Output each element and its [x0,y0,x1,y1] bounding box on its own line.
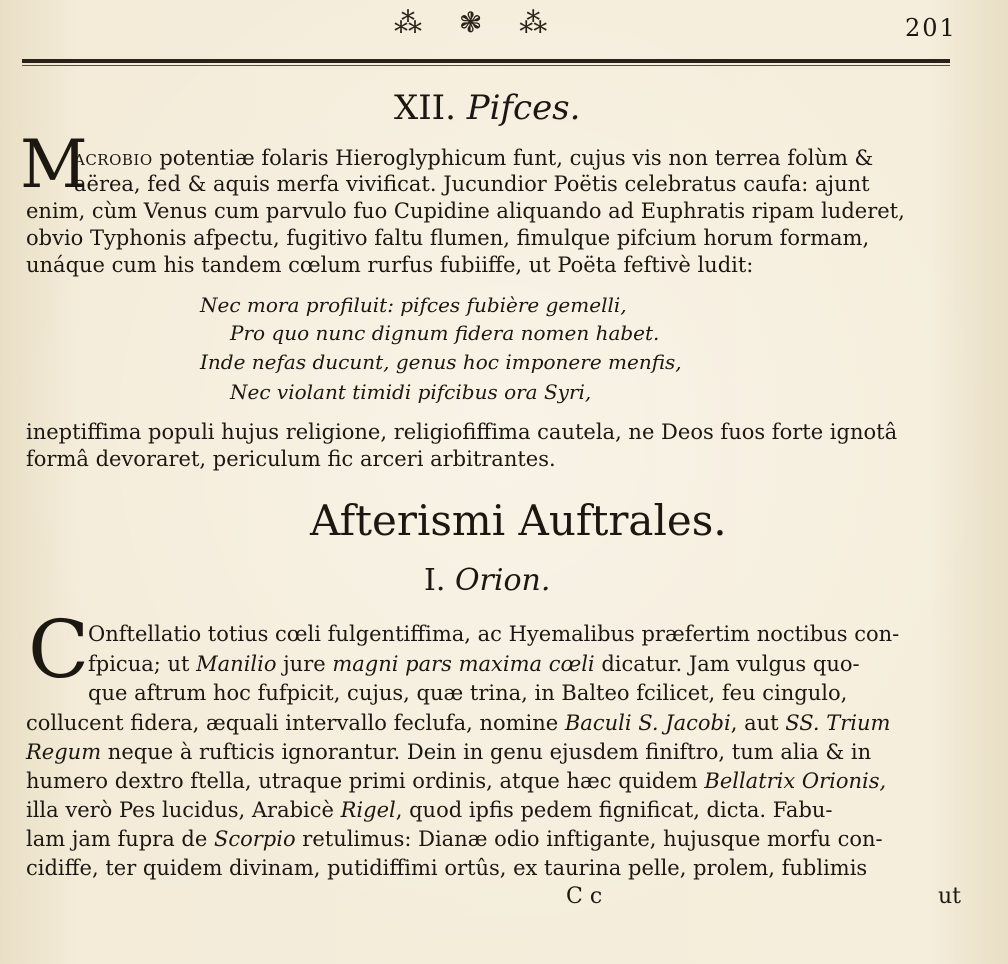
paragraph-line: cidiffe, ter quidem divinam, putidiffimi ortûs, ex taurina pelle, prolem, fublimis [26,856,868,880]
text-run: illa verò Pes lucidus, Arabicè [26,798,341,822]
paragraph-line [26,769,886,793]
signature-mark: C c [566,884,603,909]
paragraph-line: unáque cum his tandem cœlum rurfus fubiiffe, ut Poëta feftivè ludit: [26,253,754,277]
paragraph-line [26,740,871,764]
header-rule [22,59,950,63]
italic-run: Manilio [196,652,277,676]
section-title: Pifces. [466,88,581,128]
italic-run: SS. Trium [785,711,891,735]
text-run: humero dextro ftella, utraque primi ordinis, atque hæc quidem [26,769,705,793]
verse-line: Pro quo nunc dignum fidera nomen habet. [230,321,660,345]
section-heading-orion [424,563,550,598]
paragraph-line: que aftrum hoc fufpicit, cujus, quæ trina, in Balteo fcilicet, feu cingulo, [88,681,848,705]
italic-run: Bellatrix Orionis, [704,769,887,793]
paragraph-line: aërea, fed & aquis merfa vivificat. Jucundior Poëtis celebratus caufa: ajunt [74,172,870,196]
text-run: jure [276,652,333,676]
italic-run: Regum [26,740,102,764]
verse-line: Inde nefas ducunt, genus hoc imponere menfis, [200,350,682,374]
paragraph-line: formâ devoraret, periculum fic arceri arbitrantes. [26,447,556,471]
section-heading-pisces [394,88,580,128]
verse-line: Nec mora profiluit: pifces fubière gemelli, [200,293,627,317]
text-run: fpicua; ut [88,652,197,676]
paragraph-line: Onftellatio totius cœli fulgentiffima, ac Hyemalibus præfertim noctibus con- [88,622,900,646]
section-numeral: XII. [394,88,456,128]
text-run: , aut [730,711,786,735]
paragraph-line [26,711,890,735]
italic-run: Rigel [340,798,396,822]
page-number: 201 [905,14,957,42]
drop-cap: M [20,126,88,203]
section-title: Orion. [454,563,551,598]
smallcaps-word: ACROBIO [74,151,153,169]
italic-run: Scorpio [213,827,296,851]
paragraph-line [26,798,833,822]
paragraph-line: obvio Typhonis afpectu, fugitivo faltu flumen, fimulque pifcium horum formam, [26,226,870,250]
text-run: neque à rufticis ignorantur. Dein in genu ejusdem finiftro, tum alia & in [101,740,872,764]
text-run: collucent fidera, æquali intervallo feclufa, nomine [26,711,565,735]
text-run: dicatur. Jam vulgus quo- [594,652,860,676]
text-run: lam jam fupra de [26,827,214,851]
italic-run: Baculi S. Jacobi [564,711,731,735]
italic-run: magni pars maxima cœli [332,652,595,676]
paragraph-line [88,652,860,676]
chapter-heading: Afterismi Auftrales. [310,496,727,545]
verse-line: Nec violant timidi pifcibus ora Syri, [230,380,592,404]
drop-cap: C [28,603,90,696]
paragraph-line: ineptiffima populi hujus religione, religiofiffima cautela, ne Deos fuos forte ignotâ [26,420,898,444]
catchword: ut [938,884,962,909]
paragraph-line [74,146,873,172]
paragraph-line: enim, cùm Venus cum parvulo fuo Cupidine aliquando ad Euphratis ripam luderet, [26,199,905,223]
header-rule-thin [22,65,950,66]
text-run: retulimus: Dianæ odio inftigante, hujusque morfu con- [295,827,883,851]
line-text: potentiæ folaris Hieroglyphicum funt, cujus vis non terrea folùm & [152,146,874,170]
text-run: , quod ipfis pedem fignificat, dicta. Fabu- [395,798,833,822]
paragraph-line [26,827,883,851]
section-numeral: I. [424,563,446,598]
header-ornament: ⁂ ❃ ⁂ [394,6,562,39]
